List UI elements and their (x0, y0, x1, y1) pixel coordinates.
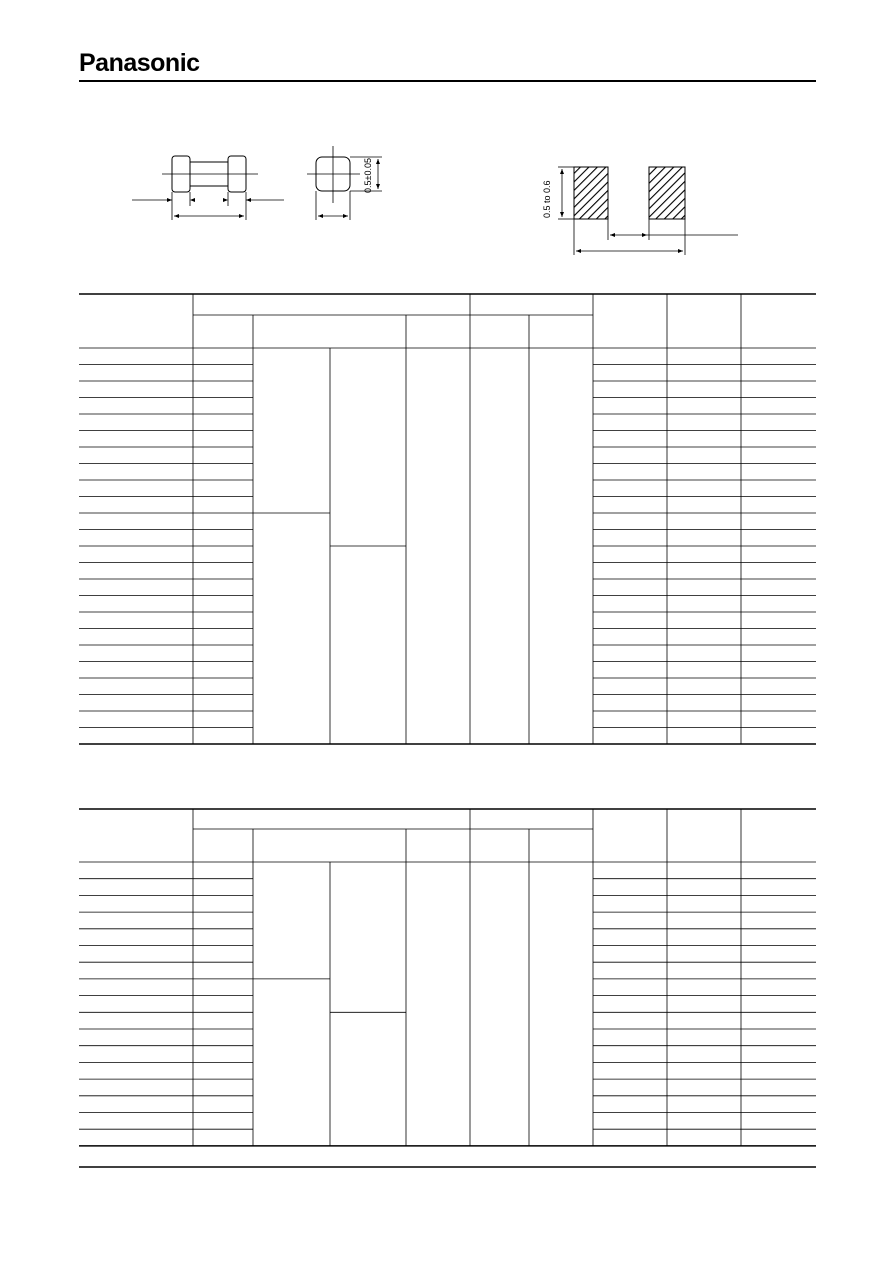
panasonic-logo: Panasonic (79, 49, 200, 77)
chip-top-view (132, 156, 284, 220)
specification-table-1 (79, 294, 816, 744)
land-pattern (558, 167, 738, 255)
land-dimension-label: 0.5 to 0.6 (542, 180, 552, 218)
side-dimension-label: 0.5±0.05 (363, 158, 373, 193)
specification-table-2 (79, 809, 816, 1146)
